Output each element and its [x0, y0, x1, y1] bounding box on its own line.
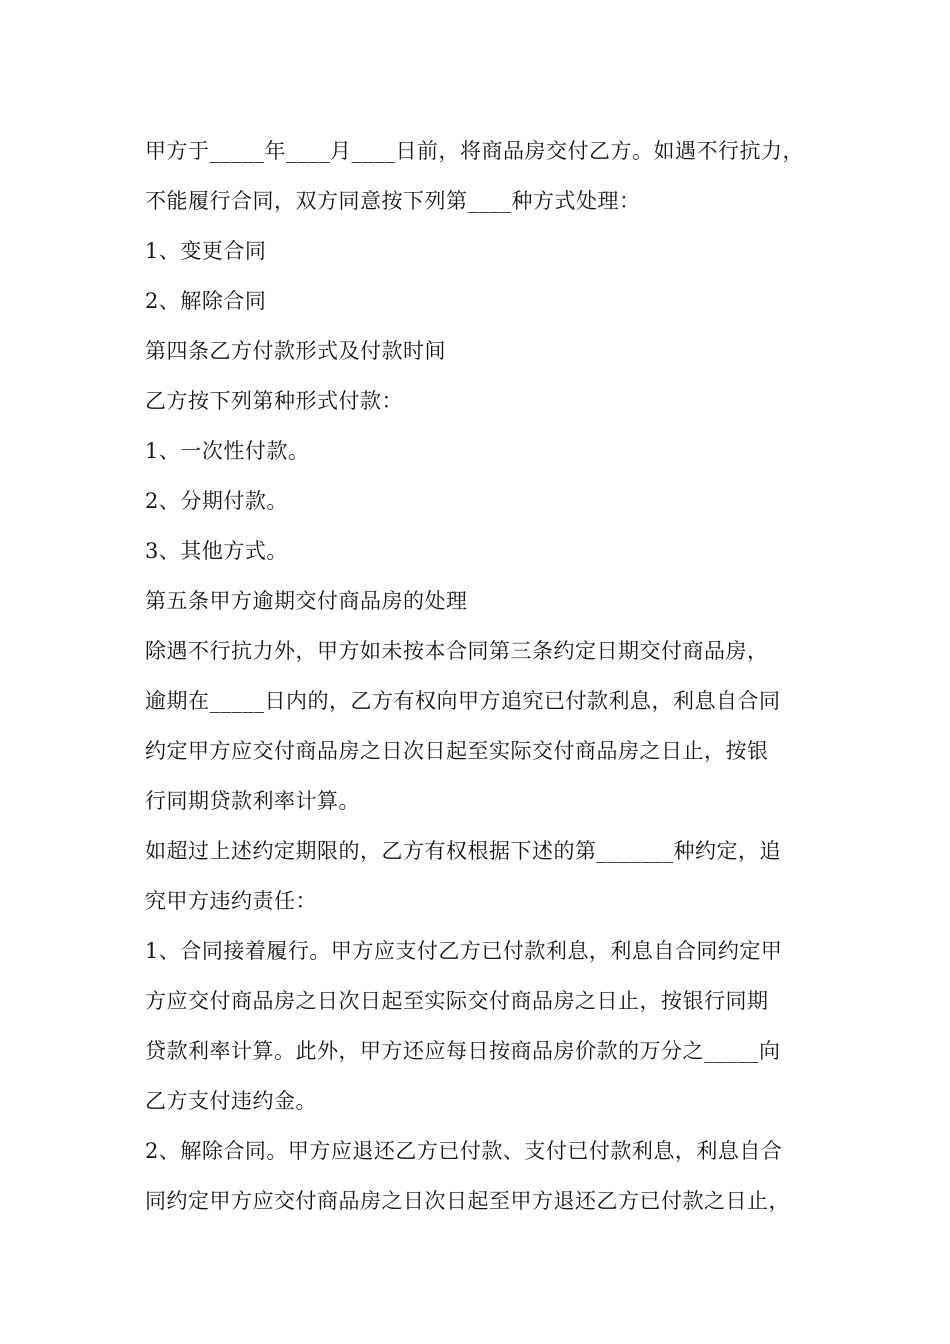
- text-line: 约定甲方应交付商品房之日次日起至实际交付商品房之日止，按银: [145, 739, 769, 763]
- text-line: 1、变更合同: [145, 239, 267, 263]
- text-line: 究甲方违约责任：: [145, 889, 317, 913]
- text-line: 乙方支付违约金。: [145, 1089, 317, 1113]
- text-line: 1、一次性付款。: [145, 439, 310, 463]
- text-line: 甲方于_____年____月____日前，将商品房交付乙方。如遇不行抗力，: [145, 139, 804, 163]
- text-line: 贷款利率计算。此外，甲方还应每日按商品房价款的万分之_____向: [145, 1039, 781, 1063]
- text-line: 不能履行合同，双方同意按下列第____种方式处理：: [145, 189, 641, 213]
- text-line: 行同期贷款利率计算。: [145, 789, 360, 813]
- section-heading: 第四条乙方付款形式及付款时间: [145, 339, 446, 363]
- text-line: 2、解除合同: [145, 289, 267, 313]
- text-line: 3、其他方式。: [145, 539, 288, 563]
- text-line: 乙方按下列第种形式付款：: [145, 389, 403, 413]
- text-line: 2、解除合同。甲方应退还乙方已付款、支付已付款利息，利息自合: [145, 1139, 783, 1163]
- text-line: 1、合同接着履行。甲方应支付乙方已付款利息，利息自合同约定甲: [145, 939, 783, 963]
- text-line: 如超过上述约定期限的，乙方有权根据下述的第_______种约定，追: [145, 839, 781, 863]
- text-line: 同约定甲方应交付商品房之日次日起至甲方退还乙方已付款之日止，: [145, 1189, 790, 1213]
- text-line: 逾期在_____日内的，乙方有权向甲方追究已付款利息，利息自合同: [145, 689, 781, 713]
- text-line: 方应交付商品房之日次日起至实际交付商品房之日止，按银行同期: [145, 989, 769, 1013]
- section-heading: 第五条甲方逾期交付商品房的处理: [145, 589, 468, 613]
- text-line: 2、分期付款。: [145, 489, 288, 513]
- text-line: 除遇不行抗力外，甲方如未按本合同第三条约定日期交付商品房，: [145, 639, 769, 663]
